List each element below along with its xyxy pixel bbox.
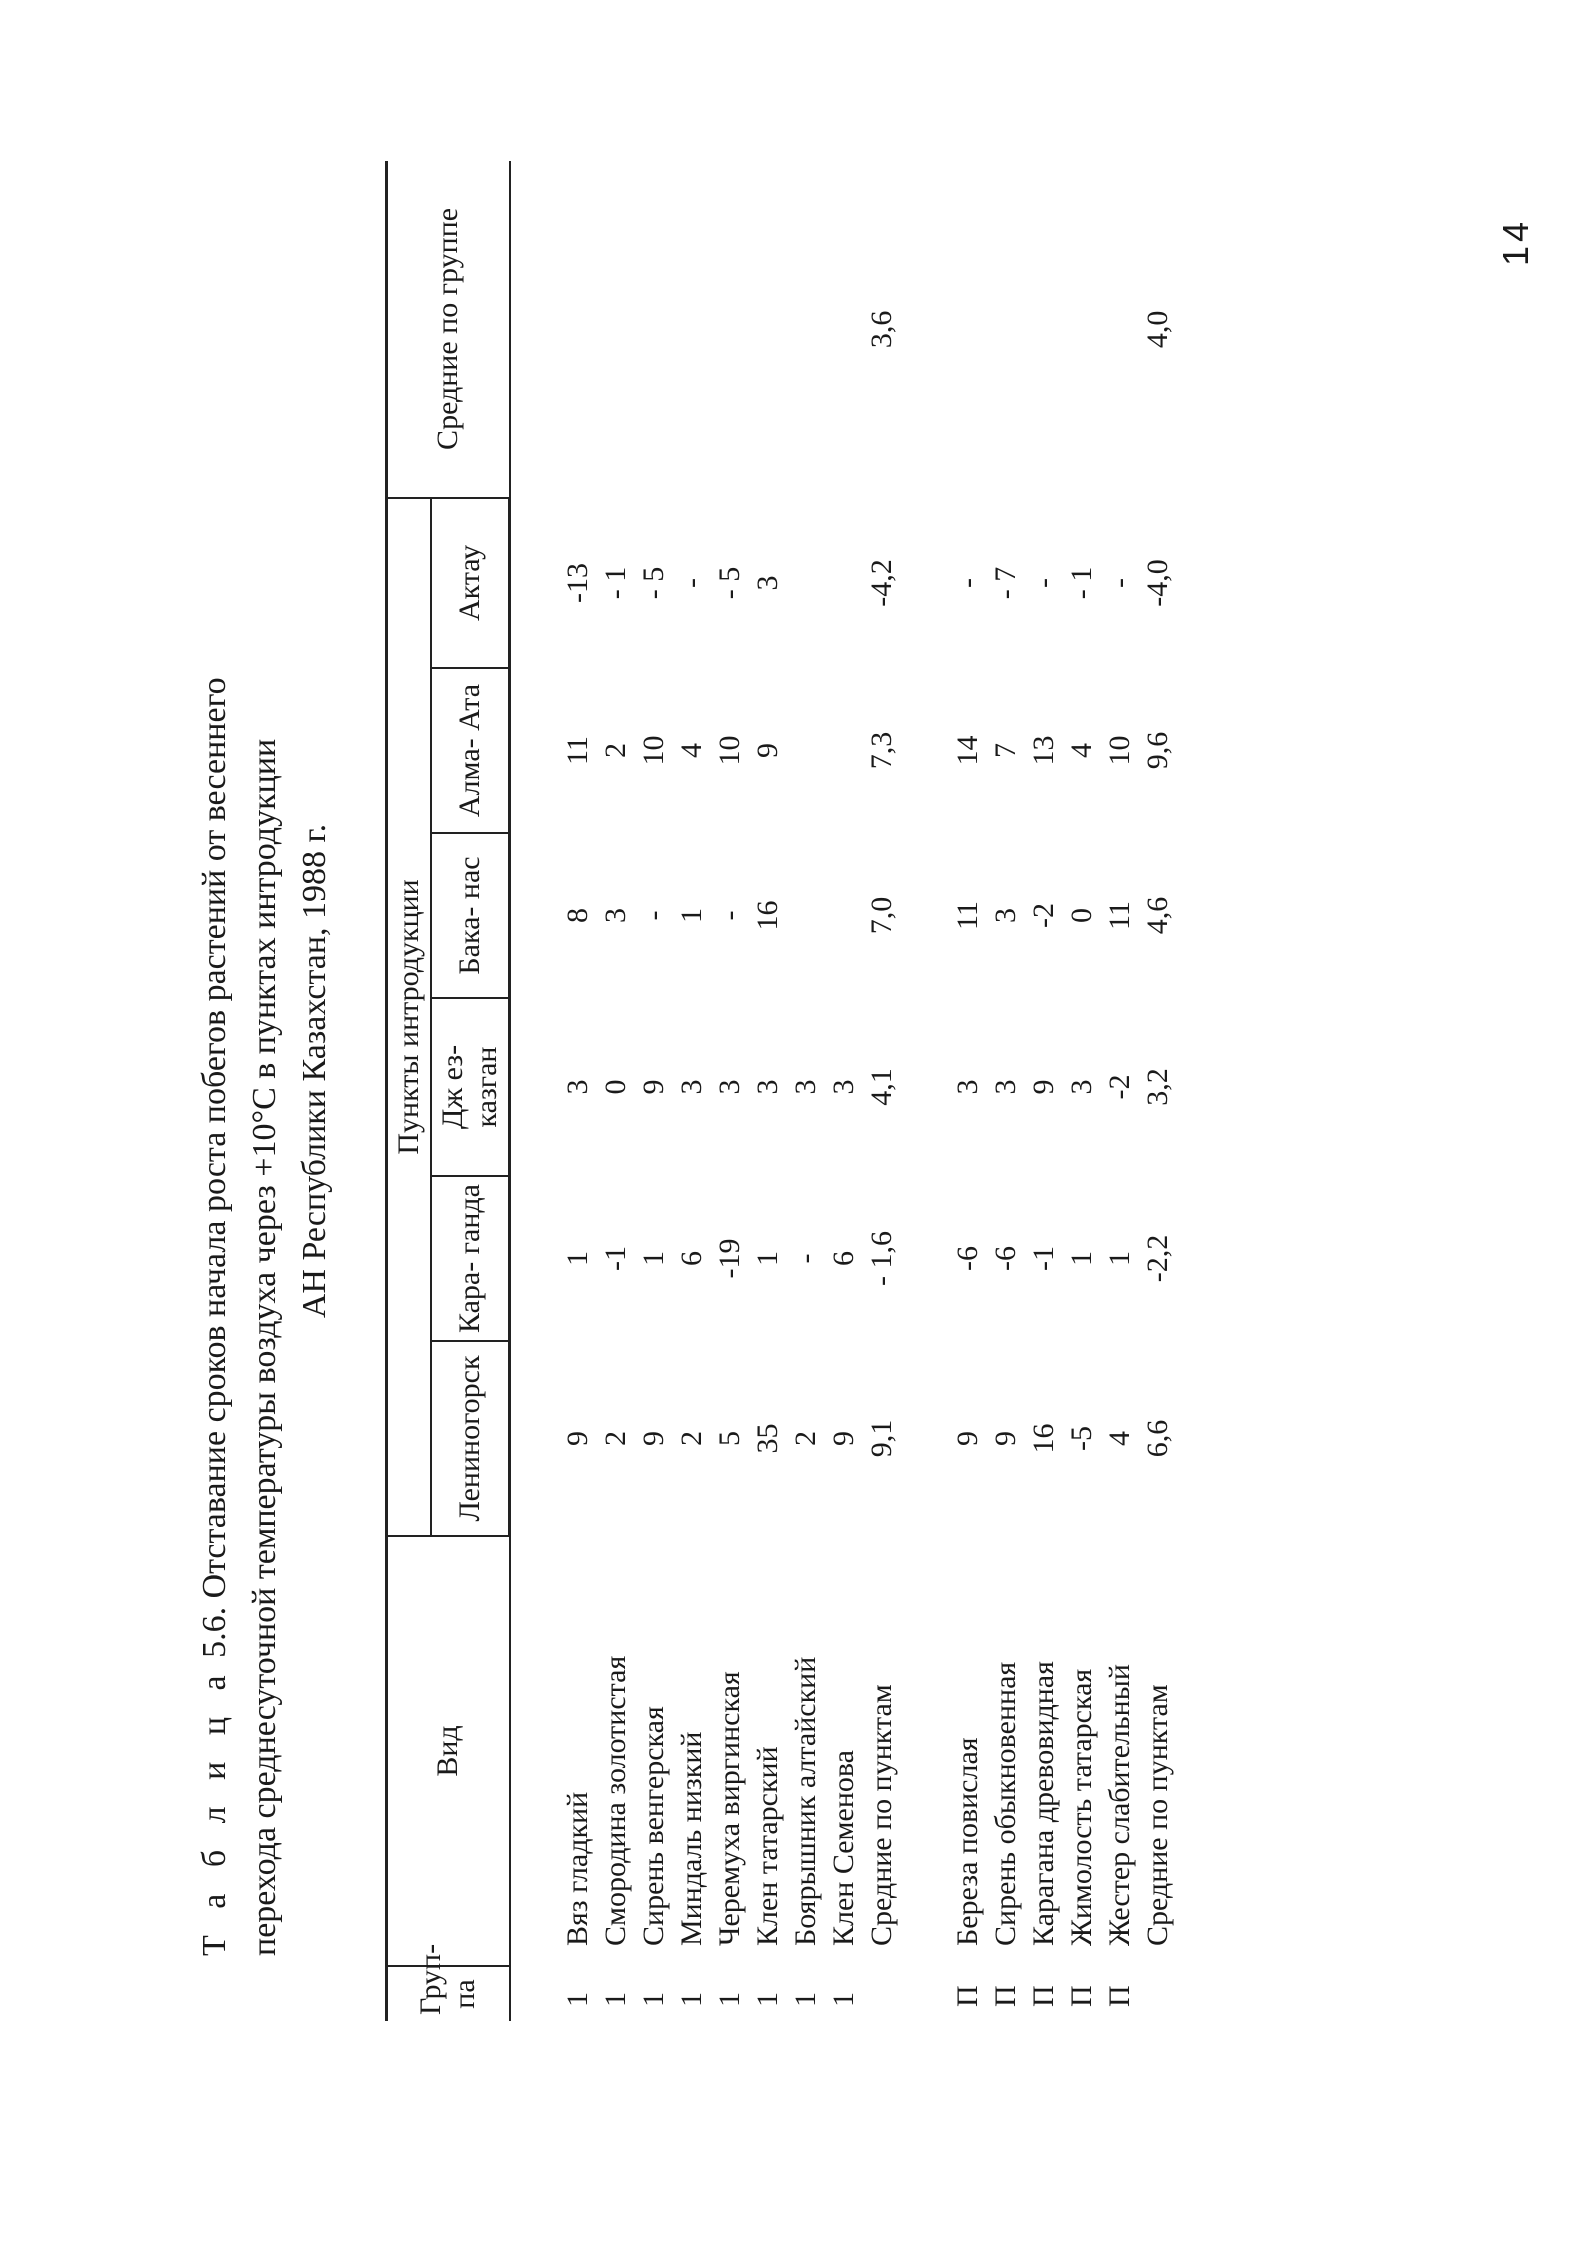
value-cell: 8 xyxy=(561,908,594,923)
group-cell: П xyxy=(989,1985,1022,2007)
value-cell: 1 xyxy=(675,908,708,923)
group-cell: 1 xyxy=(827,1992,860,2007)
value-cell: - 7 xyxy=(989,566,1022,600)
value-cell: 13 xyxy=(1027,735,1060,766)
table-row xyxy=(987,161,1025,2021)
header-species: Вид xyxy=(387,1536,510,1966)
value-cell: 9 xyxy=(637,1431,670,1446)
value-cell: 9 xyxy=(989,1431,1022,1446)
value-cell: 9 xyxy=(561,1431,594,1446)
average-value: - 1,6 xyxy=(865,1231,898,1286)
spacer-row xyxy=(510,161,560,2021)
value-cell: 6 xyxy=(827,1251,860,1266)
data-table xyxy=(385,161,1177,2021)
value-cell: 11 xyxy=(1103,901,1136,930)
value-cell: 5 xyxy=(713,1431,746,1446)
species-cell: Жестер слабительный xyxy=(1103,1664,1136,1946)
value-cell: 6 xyxy=(675,1251,708,1266)
value-cell: -2 xyxy=(1103,1074,1136,1100)
value-cell: 16 xyxy=(751,900,784,931)
header-points: Пункты интродукции xyxy=(387,498,432,1536)
value-cell: 2 xyxy=(599,743,632,758)
species-cell: Жимолость татарская xyxy=(1065,1668,1098,1946)
value-cell: -13 xyxy=(561,562,594,603)
species-cell: Вяз гладкий xyxy=(561,1791,594,1946)
value-cell: - xyxy=(637,910,670,921)
table-row xyxy=(1025,161,1063,2021)
table-row xyxy=(559,161,597,2021)
value-cell: 1 xyxy=(561,1251,594,1266)
value-cell: -1 xyxy=(1027,1246,1060,1271)
value-cell: - 5 xyxy=(637,566,670,600)
value-cell: 3 xyxy=(561,1079,594,1095)
value-cell: 7 xyxy=(989,743,1022,758)
value-cell: 35 xyxy=(751,1423,784,1454)
table-row xyxy=(597,161,635,2021)
table-row xyxy=(673,161,711,2021)
value-cell: 3 xyxy=(713,1079,746,1095)
value-cell: - 1 xyxy=(599,566,632,600)
value-cell: -6 xyxy=(989,1246,1022,1271)
species-cell: Сирень венгерская xyxy=(637,1706,670,1946)
average-value: 9,1 xyxy=(865,1419,898,1458)
table-row xyxy=(949,161,987,2021)
species-cell: Миндаль низкий xyxy=(675,1731,708,1946)
value-cell: 3 xyxy=(951,1079,984,1095)
group-cell: 1 xyxy=(751,1992,784,2007)
value-cell: 16 xyxy=(1027,1423,1060,1454)
group-average-value: 4,0 xyxy=(1141,310,1174,349)
header-site: Актау xyxy=(431,498,510,668)
value-cell: - xyxy=(713,910,746,921)
value-cell: -2 xyxy=(1027,903,1060,928)
value-cell: - xyxy=(789,1253,822,1264)
group-cell: 1 xyxy=(675,1992,708,2007)
value-cell: -19 xyxy=(713,1238,746,1279)
value-cell: 3 xyxy=(989,1079,1022,1095)
value-cell: -6 xyxy=(951,1246,984,1271)
value-cell: 11 xyxy=(951,901,984,930)
header-averages: Средние по группе xyxy=(387,161,510,498)
caption-line-3: АН Республики Казахстан, 1988 г. xyxy=(296,823,333,1319)
group-cell: 1 xyxy=(561,1992,594,2007)
value-cell: 9 xyxy=(1027,1079,1060,1095)
average-value: 4,1 xyxy=(865,1068,898,1106)
average-value: 6,6 xyxy=(1141,1419,1174,1458)
value-cell: 9 xyxy=(827,1431,860,1446)
header-site: Бака- нас xyxy=(431,833,510,998)
group-cell: П xyxy=(1027,1985,1060,2007)
group-cell: П xyxy=(1103,1985,1136,2007)
value-cell xyxy=(787,668,825,833)
value-cell: 9 xyxy=(637,1079,670,1095)
value-cell: 14 xyxy=(951,735,984,766)
header-site: Дж ез- казган xyxy=(431,998,510,1176)
average-label: Средние по пунктам xyxy=(1141,1684,1174,1946)
value-cell: 3 xyxy=(751,1079,784,1095)
value-cell: - xyxy=(1103,577,1136,588)
table-row xyxy=(1101,161,1139,2021)
species-cell: Клен Семенова xyxy=(827,1750,860,1946)
value-cell: 4 xyxy=(1065,743,1098,758)
value-cell: - xyxy=(951,577,984,588)
average-value: 7,3 xyxy=(865,731,898,770)
value-cell: - xyxy=(675,577,708,588)
page-number: 14 xyxy=(1495,217,1536,266)
value-cell xyxy=(825,498,863,668)
group-average-value: 3,6 xyxy=(865,310,898,349)
value-cell: 3 xyxy=(989,908,1022,923)
caption-title: 5.6. Отставание сроков начала роста побегов растений от весеннего xyxy=(196,677,233,1658)
value-cell: 1 xyxy=(1065,1251,1098,1266)
species-cell: Черемуха виргинская xyxy=(713,1671,746,1946)
value-cell: 10 xyxy=(713,735,746,766)
value-cell: 0 xyxy=(1065,908,1098,923)
value-cell: 4 xyxy=(1103,1431,1136,1446)
value-cell: 4 xyxy=(675,743,708,758)
value-cell: - 1 xyxy=(1065,566,1098,600)
average-value: -2,2 xyxy=(1141,1234,1174,1283)
average-value: -4,0 xyxy=(1141,559,1174,607)
value-cell: -1 xyxy=(599,1246,632,1271)
average-value: 4,6 xyxy=(1141,896,1174,935)
species-cell: Береза повислая xyxy=(951,1737,984,1946)
value-cell: 0 xyxy=(599,1079,632,1095)
species-cell: Смородина золотистая xyxy=(599,1655,632,1946)
value-cell xyxy=(787,498,825,668)
table-row xyxy=(1063,161,1101,2021)
value-cell: 3 xyxy=(751,575,784,591)
group-cell: 1 xyxy=(637,1992,670,2007)
group-cell: 1 xyxy=(713,1992,746,2007)
average-value: -4,2 xyxy=(865,559,898,607)
species-cell: Клен татарский xyxy=(751,1746,784,1946)
average-row xyxy=(863,161,901,2021)
value-cell xyxy=(787,833,825,998)
caption-table-word: Т а б л и ц а xyxy=(196,1666,233,1956)
table-row xyxy=(787,161,825,2021)
value-cell: 3 xyxy=(789,1079,822,1095)
average-value: 9,6 xyxy=(1141,731,1174,770)
group-cell: П xyxy=(1065,1985,1098,2007)
value-cell: 1 xyxy=(637,1251,670,1266)
average-label: Средние по пунктам xyxy=(865,1684,898,1946)
value-cell: 10 xyxy=(637,735,670,766)
species-cell: Сирень обыкновенная xyxy=(989,1661,1022,1946)
value-cell: 11 xyxy=(561,736,594,765)
value-cell: 2 xyxy=(789,1431,822,1446)
value-cell: 3 xyxy=(599,908,632,923)
species-cell: Карагана древовидная xyxy=(1027,1661,1060,1946)
value-cell: 2 xyxy=(599,1431,632,1446)
value-cell: -5 xyxy=(1065,1426,1098,1451)
table-row xyxy=(749,161,787,2021)
average-row xyxy=(1139,161,1177,2021)
header-site: Лениногорск xyxy=(431,1341,510,1536)
table-row xyxy=(711,161,749,2021)
spacer-row xyxy=(901,161,949,2021)
value-cell xyxy=(825,668,863,833)
value-cell xyxy=(825,833,863,998)
value-cell: - xyxy=(1027,577,1060,588)
value-cell: 2 xyxy=(675,1431,708,1446)
group-cell: 1 xyxy=(599,1992,632,2007)
average-value: 7,0 xyxy=(865,896,898,935)
header-site: Кара- ганда xyxy=(431,1176,510,1341)
caption-line-2: перехода среднесуточной температуры воздуха через +10°С в пунктах интродукции xyxy=(246,738,283,1956)
value-cell: 9 xyxy=(751,743,784,758)
group-cell: 1 xyxy=(789,1992,822,2007)
value-cell: 3 xyxy=(1065,1079,1098,1095)
average-value: 3,2 xyxy=(1141,1068,1174,1106)
caption-line-1 xyxy=(190,186,240,1956)
value-cell: 9 xyxy=(951,1431,984,1446)
table-caption xyxy=(190,186,340,1956)
value-cell: 3 xyxy=(827,1079,860,1095)
table-row xyxy=(825,161,863,2021)
value-cell: 1 xyxy=(1103,1251,1136,1266)
header-site: Алма- Ата xyxy=(431,668,510,833)
value-cell: 3 xyxy=(675,1079,708,1095)
header-group: Груп- па xyxy=(387,1966,510,2021)
value-cell: 1 xyxy=(751,1251,784,1266)
value-cell: - 5 xyxy=(713,566,746,600)
group-cell: П xyxy=(951,1985,984,2007)
table-row xyxy=(635,161,673,2021)
species-cell: Боярышник алтайский xyxy=(789,1656,822,1946)
value-cell: 10 xyxy=(1103,735,1136,766)
